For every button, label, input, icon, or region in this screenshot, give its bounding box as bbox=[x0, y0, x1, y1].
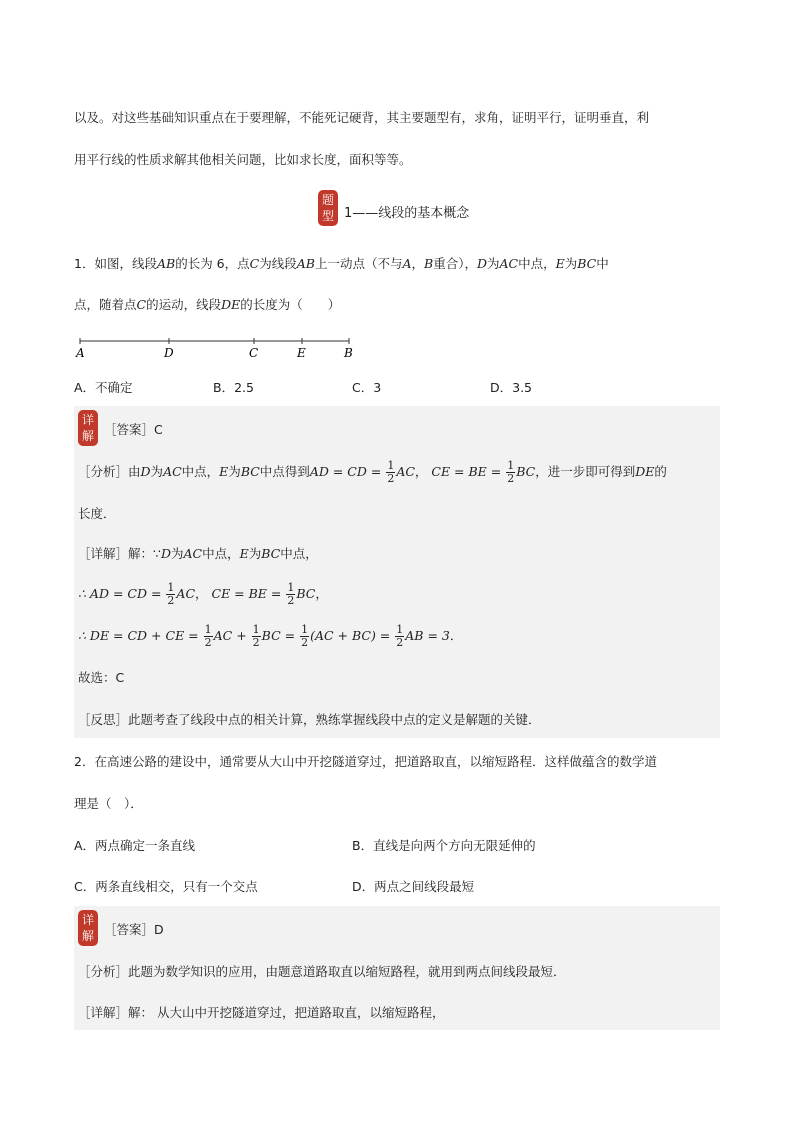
section-title: 1——线段的基本概念 bbox=[344, 206, 470, 221]
q1-option-a[interactable]: A．不确定 bbox=[74, 380, 133, 395]
fraction-half: $\frac{1}{2}$ bbox=[252, 623, 260, 649]
q2-answer: ［答案］D bbox=[104, 922, 164, 937]
q1-option-c[interactable]: C．3 bbox=[352, 380, 382, 395]
intro-line-2: 用平行线的性质求解其他相关问题，比如求长度，面积等等。 bbox=[74, 152, 412, 167]
q1-segment-figure bbox=[70, 332, 370, 362]
q2-option-a[interactable]: A．两点确定一条直线 bbox=[74, 838, 196, 853]
fraction-half: $\frac{1}{2}$ bbox=[287, 581, 295, 607]
fraction-half: $\frac{1}{2}$ bbox=[396, 623, 404, 649]
q2-detail: ［详解］解： 从大山中开挖隧道穿过，把道路取直，以缩短路程， bbox=[78, 1005, 445, 1020]
fraction-half: $\frac{1}{2}$ bbox=[387, 459, 395, 485]
q1-stem-line-1: 1．如图，线段AB的长为 6，点C为线段AB上一动点（不与A，B重合），D为AC中点，E为BC中 bbox=[74, 256, 609, 271]
section-badge-icon: 题 型 bbox=[318, 190, 338, 226]
point-label-a: A bbox=[76, 346, 85, 360]
q2-option-c[interactable]: C．两条直线相交，只有一个交点 bbox=[74, 879, 258, 894]
q2-stem-line-2: 理是（ ）． bbox=[74, 796, 143, 811]
q1-option-d[interactable]: D．3.5 bbox=[490, 380, 533, 395]
q1-stem-line-2: 点，随着点C的运动，线段DE的长度为（ ） bbox=[74, 297, 341, 312]
point-label-b: B bbox=[344, 346, 353, 360]
q1-solution-box bbox=[74, 406, 720, 738]
point-label-d: D bbox=[164, 346, 174, 360]
q1-reflection: ［反思］此题考查了线段中点的相关计算，熟练掌握线段中点的定义是解题的关键． bbox=[78, 712, 541, 727]
q1-choice: 故选：C bbox=[78, 670, 125, 685]
fraction-half: $\frac{1}{2}$ bbox=[204, 623, 212, 649]
q2-stem-line-1: 2．在高速公路的建设中，通常要从大山中开挖隧道穿过，把道路取直，以缩短路程．这样做蕴含的数学道 bbox=[74, 754, 657, 769]
q1-detail-line-3: ∴ DE = CD + CE = $\frac{1}{2}$ AC + $\frac{1}{2}$ BC = $\frac{1}{2}$ (AC + BC) = $\frac{1}{2}$ AB = 3． bbox=[78, 623, 463, 649]
fraction-half: $\frac{1}{2}$ bbox=[507, 459, 515, 485]
q2-option-b[interactable]: B．直线是向两个方向无限延伸的 bbox=[352, 838, 536, 853]
q2-option-d[interactable]: D．两点之间线段最短 bbox=[352, 879, 475, 894]
q1-option-b[interactable]: B．2.5 bbox=[213, 380, 254, 395]
point-label-c: C bbox=[249, 346, 259, 360]
detail-badge-icon: 详 解 bbox=[78, 410, 98, 446]
q1-analysis-line-1: ［分析］由D为AC中点，E为BC中点得到AD = CD = $\frac{1}{2}$ AC， CE = BE = $\frac{1}{2}$ BC，进一步即可得到DE的 bbox=[78, 459, 667, 485]
detail-badge-icon: 详 解 bbox=[78, 910, 98, 946]
intro-line-1: 以及。对这些基础知识重点在于要理解，不能死记硬背，其主要题型有，求角，证明平行，证明垂直，利 bbox=[74, 110, 650, 125]
q2-analysis: ［分析］此题为数学知识的应用，由题意道路取直以缩短路程，就用到两点间线段最短． bbox=[78, 964, 566, 979]
q1-detail-line-2: ∴ AD = CD = $\frac{1}{2}$ AC， CE = BE = $\frac{1}{2}$ BC， bbox=[78, 581, 328, 607]
point-label-e: E bbox=[297, 346, 306, 360]
fraction-half: $\frac{1}{2}$ bbox=[301, 623, 309, 649]
q1-answer: ［答案］C bbox=[104, 422, 163, 437]
q1-analysis-line-2: 长度． bbox=[78, 506, 116, 521]
q1-detail-line-1: ［详解］解：∵D为AC中点，E为BC中点， bbox=[78, 546, 318, 561]
fraction-half: $\frac{1}{2}$ bbox=[167, 581, 175, 607]
